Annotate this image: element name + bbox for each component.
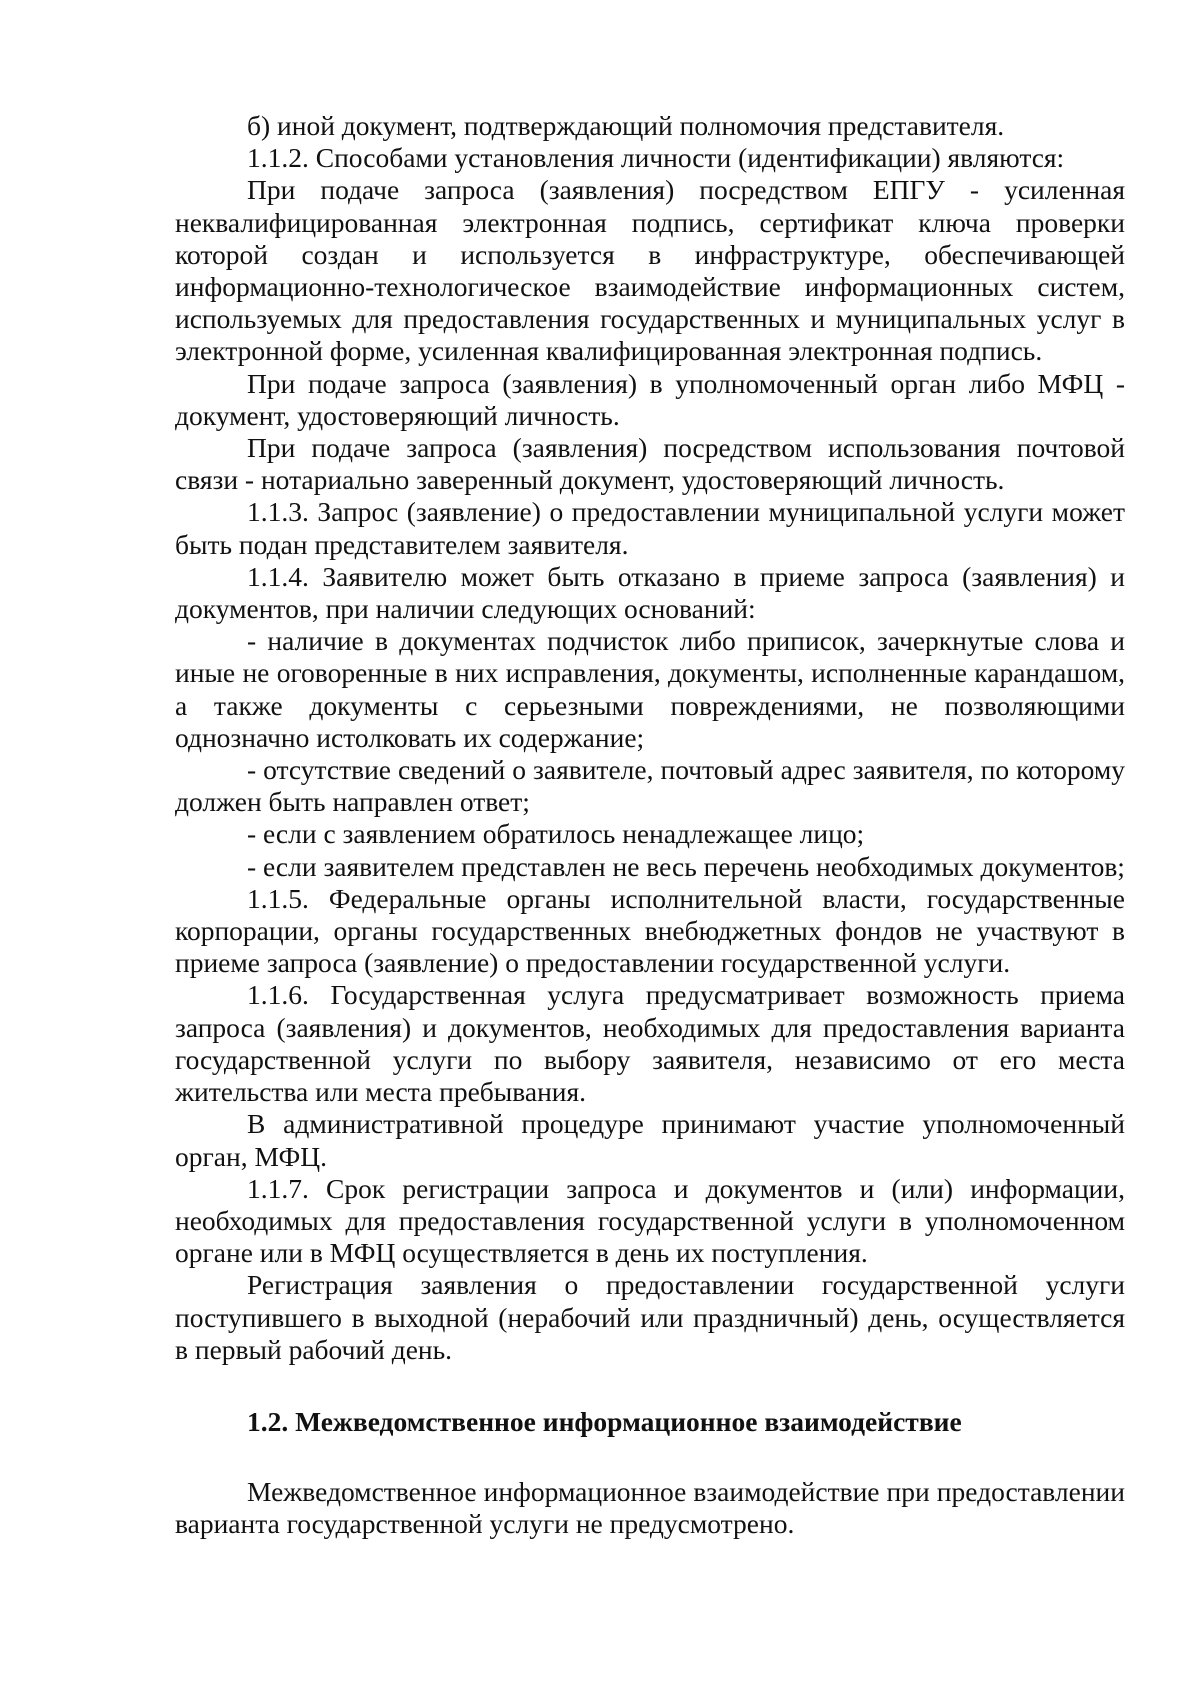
paragraph-8: - наличие в документах подчисток либо приписок, зачеркнутые слова и иные не оговоренные в них исправления, документы, исполненные карандашом, а также документы с серьезными повреждениями, не позволяющими однозначно истолковать их содержание;	[175, 625, 1125, 753]
paragraph-15: 1.1.7. Срок регистрации запроса и документов и (или) информации, необходимых для предоставления государственной услуги в уполномоченном органе или в МФЦ осуществляется в день их поступления.	[175, 1172, 1125, 1269]
section-heading: 1.2. Межведомственное информационное взаимодействие	[247, 1405, 962, 1437]
paragraph-final: Межведомственное информационное взаимодействие при предоставлении варианта государственной услуги не предусмотрено.	[175, 1476, 1125, 1540]
paragraph-1: б) иной документ, подтверждающий полномочия представителя.	[247, 110, 1005, 141]
paragraph-13: 1.1.6. Государственная услуга предусматривает возможность приема запроса (заявления) и документов, необходимых для предоставления варианта государственной услуги по выбору заявителя, независимо от его места жительства или места пребывания.	[175, 979, 1125, 1108]
paragraph-16: Регистрация заявления о предоставлении государственной услуги поступившего в выходной (нерабочий или праздничный) день, осуществляется в первый рабочий день.	[175, 1269, 1125, 1365]
paragraph-10: - если с заявлением обратилось ненадлежащее лицо;	[247, 818, 865, 850]
paragraph-5: При подаче запроса (заявления) посредством использования почтовой связи - нотариально заверенный документ, удостоверяющий личность.	[175, 432, 1125, 496]
paragraph-3: При подаче запроса (заявления) посредством ЕПГУ - усиленная неквалифицированная электронная подпись, сертификат ключа проверки которой создан и используется в инфраструктуре, обеспечивающей информационно-технологическое взаимодействие информационных систем, используемых для предоставления государственных и муниципальных услуг в электронной форме, усиленная квалифицированная электронная подпись.	[175, 174, 1125, 367]
paragraph-14: В административной процедуре принимают участие уполномоченный орган, МФЦ.	[175, 1108, 1125, 1172]
paragraph-9: - отсутствие сведений о заявителе, почтовый адрес заявителя, по которому должен быть направлен ответ;	[175, 754, 1125, 818]
document-body	[175, 110, 1125, 1541]
paragraph-7: 1.1.4. Заявителю может быть отказано в приеме запроса (заявления) и документов, при наличии следующих оснований:	[175, 560, 1125, 625]
paragraph-6: 1.1.3. Запрос (заявление) о предоставлении муниципальной услуги может быть подан представителем заявителя.	[175, 496, 1125, 560]
paragraph-2: 1.1.2. Способами установления личности (идентификации) являются:	[247, 142, 1065, 174]
paragraph-11: - если заявителем представлен не весь перечень необходимых документов;	[247, 850, 1125, 882]
paragraph-12: 1.1.5. Федеральные органы исполнительной власти, государственные корпорации, органы государственных внебюджетных фондов не участвуют в приеме запроса (заявление) о предоставлении государственной услуги.	[175, 882, 1125, 979]
paragraph-4: При подаче запроса (заявления) в уполномоченный орган либо МФЦ - документ, удостоверяющий личность.	[175, 367, 1125, 431]
